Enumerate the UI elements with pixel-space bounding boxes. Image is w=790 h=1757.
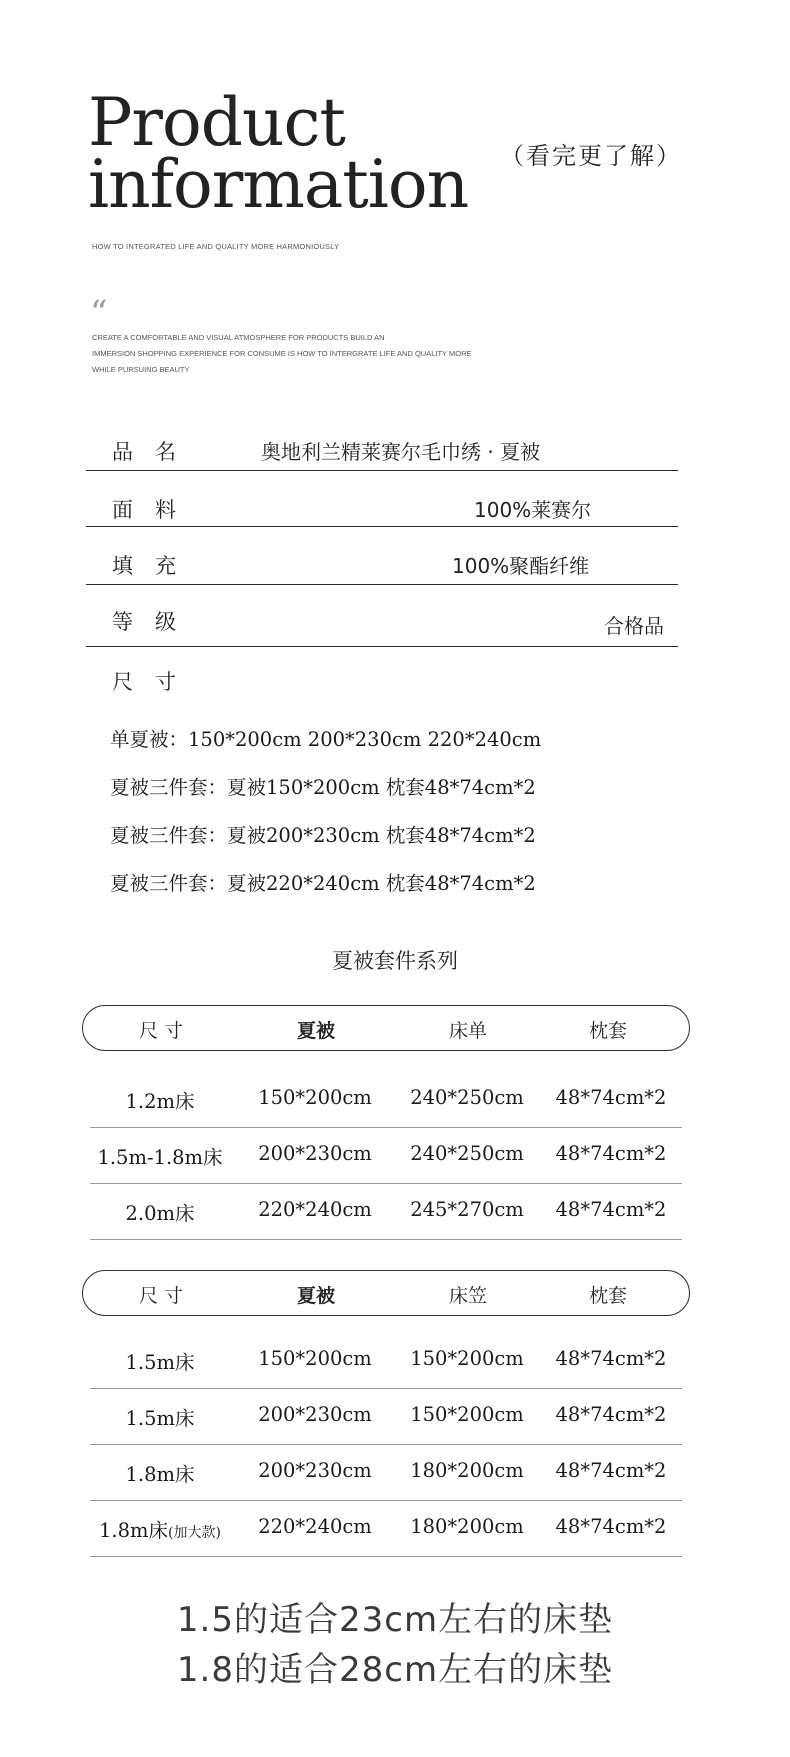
cell-size-text: 1.8m床 bbox=[99, 1519, 169, 1542]
table2-header-fitted: 床笠 bbox=[448, 1285, 487, 1307]
cell-quilt: 200*230cm bbox=[258, 1142, 372, 1165]
divider bbox=[86, 646, 678, 647]
cell-pillow: 48*74cm*2 bbox=[555, 1459, 667, 1482]
cell-fitted: 150*200cm bbox=[410, 1347, 524, 1370]
tagline: HOW TO INTEGRATED LIFE AND QUALITY MORE HARMONIOUSLY bbox=[92, 242, 340, 251]
spec-value: 合格品 bbox=[604, 614, 664, 638]
cell-size: 1.5m-1.8m床 bbox=[97, 1146, 223, 1169]
cell-size: 1.5m床 bbox=[125, 1351, 195, 1374]
divider bbox=[86, 526, 678, 527]
spec-value: 100%莱赛尔 bbox=[474, 498, 592, 522]
cell-size bbox=[85, 1515, 235, 1543]
cell-size: 1.2m床 bbox=[125, 1090, 195, 1113]
cell-fitted: 180*200cm bbox=[410, 1459, 524, 1482]
quote-mark-icon: “ bbox=[90, 293, 108, 333]
table1-header-size: 尺 寸 bbox=[138, 1020, 184, 1042]
table-row bbox=[90, 1184, 682, 1240]
footer-note-1: 1.5的适合23cm左右的床垫 bbox=[176, 1600, 614, 1640]
table1-header-quilt: 夏被 bbox=[296, 1020, 335, 1042]
cell-sheet: 245*270cm bbox=[410, 1198, 524, 1221]
table-row bbox=[90, 1445, 682, 1501]
cell-size: 1.8m床 bbox=[125, 1463, 195, 1486]
size-line: 夏被三件套：夏被150*200cm 枕套48*74cm*2 bbox=[110, 776, 536, 799]
cell-size: 1.5m床 bbox=[125, 1407, 195, 1430]
spec-label: 品名 bbox=[112, 440, 198, 464]
table-row bbox=[90, 1501, 682, 1557]
cell-pillow: 48*74cm*2 bbox=[555, 1086, 667, 1109]
cell-sheet: 240*250cm bbox=[410, 1086, 524, 1109]
size-line: 单夏被：150*200cm 200*230cm 220*240cm bbox=[110, 728, 542, 751]
table2-header bbox=[82, 1270, 690, 1316]
table-row bbox=[90, 1128, 682, 1184]
spec-value: 100%聚酯纤维 bbox=[452, 554, 590, 578]
quote-line: CREATE A COMFORTABLE AND VISUAL ATMOSPHERE FOR PRODUCTS BUILD AN bbox=[92, 333, 385, 342]
footer-note-2: 1.8的适合28cm左右的床垫 bbox=[176, 1650, 614, 1690]
spec-label: 填充 bbox=[112, 554, 198, 578]
cell-size-note: (加大款) bbox=[168, 1525, 221, 1541]
divider bbox=[86, 470, 678, 471]
cell-pillow: 48*74cm*2 bbox=[555, 1515, 667, 1538]
cell-sheet: 240*250cm bbox=[410, 1142, 524, 1165]
table2-header-pillow: 枕套 bbox=[588, 1285, 627, 1307]
hero-title-line1: Product bbox=[88, 84, 345, 161]
spec-label: 面料 bbox=[112, 498, 198, 522]
cell-pillow: 48*74cm*2 bbox=[555, 1347, 667, 1370]
row-divider bbox=[90, 1556, 682, 1557]
hero-note: （看完更了解） bbox=[500, 142, 682, 170]
table-row bbox=[90, 1389, 682, 1445]
divider bbox=[86, 584, 678, 585]
cell-pillow: 48*74cm*2 bbox=[555, 1142, 667, 1165]
cell-quilt: 220*240cm bbox=[258, 1515, 372, 1538]
table-row bbox=[90, 1333, 682, 1389]
spec-label: 等级 bbox=[112, 610, 198, 634]
cell-quilt: 150*200cm bbox=[258, 1086, 372, 1109]
table1-header bbox=[82, 1005, 690, 1051]
spec-label: 尺寸 bbox=[112, 670, 198, 694]
cell-fitted: 180*200cm bbox=[410, 1515, 524, 1538]
quote-line: IMMERSION SHOPPING EXPERIENCE FOR CONSUME IS HOW TO INTERGRATE LIFE AND QUALITY MORE bbox=[92, 349, 472, 358]
series-title: 夏被套件系列 bbox=[332, 949, 458, 973]
cell-fitted: 150*200cm bbox=[410, 1403, 524, 1426]
spec-value: 奥地利兰精莱赛尔毛巾绣 · 夏被 bbox=[261, 440, 541, 464]
cell-quilt: 200*230cm bbox=[258, 1459, 372, 1482]
cell-pillow: 48*74cm*2 bbox=[555, 1403, 667, 1426]
cell-quilt: 150*200cm bbox=[258, 1347, 372, 1370]
hero-title bbox=[88, 84, 469, 223]
table1-header-pillow: 枕套 bbox=[588, 1020, 627, 1042]
hero-title-line2: information bbox=[88, 146, 469, 223]
cell-quilt: 200*230cm bbox=[258, 1403, 372, 1426]
size-line: 夏被三件套：夏被200*230cm 枕套48*74cm*2 bbox=[110, 824, 536, 847]
size-line: 夏被三件套：夏被220*240cm 枕套48*74cm*2 bbox=[110, 872, 536, 895]
table-row bbox=[90, 1072, 682, 1128]
quote-text bbox=[92, 330, 512, 378]
quote-line: WHILE PURSUING BEAUTY bbox=[92, 365, 190, 374]
cell-quilt: 220*240cm bbox=[258, 1198, 372, 1221]
table2-header-quilt: 夏被 bbox=[296, 1285, 335, 1307]
table1-header-sheet: 床单 bbox=[448, 1020, 487, 1042]
table2-header-size: 尺 寸 bbox=[138, 1285, 184, 1307]
cell-pillow: 48*74cm*2 bbox=[555, 1198, 667, 1221]
cell-size: 2.0m床 bbox=[125, 1202, 195, 1225]
row-divider bbox=[90, 1239, 682, 1240]
